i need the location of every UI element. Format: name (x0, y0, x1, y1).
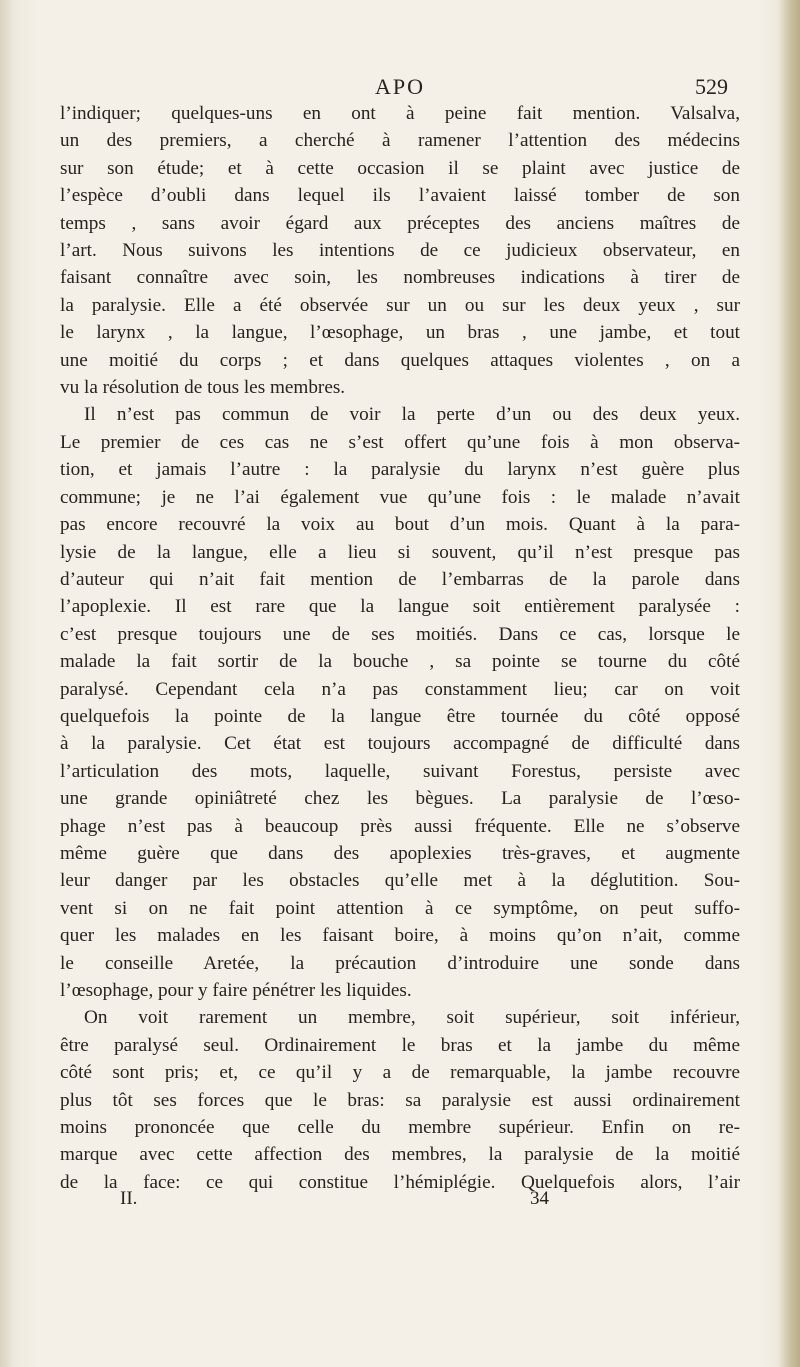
page-number: 529 (695, 74, 728, 99)
text-line: une moitié du corps ; et dans quelques attaques violentes , on a (60, 349, 740, 371)
text-line: d’auteur qui n’ait fait mention de l’embarras de la parole dans (60, 568, 740, 590)
text-line: l’articulation des mots, laquelle, suivant Forestus, persiste avec (60, 760, 740, 782)
text-line: l’indiquer; quelques-uns en ont à peine fait mention. Valsalva, (60, 103, 740, 124)
text-line: vu la résolution de tous les membres. (60, 377, 346, 399)
text-line: faisant connaître avec soin, les nombreuses indications à tirer de (60, 267, 740, 289)
text-line: quelquefois la pointe de la langue être tournée du côté opposé (60, 705, 740, 727)
body-text (60, 100, 740, 1196)
text-line: commune; je ne l’ai également vue qu’une fois : le malade n’avait (60, 486, 740, 508)
text-line: malade la fait sortir de la bouche , sa pointe se tourne du côté (60, 651, 740, 673)
text-line: marque avec cette affection des membres, la paralysie de la moitié (60, 1144, 740, 1166)
running-head: APO (374, 74, 425, 99)
text-line: même guère que dans des apoplexies très-graves, et augmente (60, 842, 740, 864)
text-line: phage n’est pas à beaucoup près aussi fréquente. Elle ne s’observe (60, 815, 740, 837)
text-line: moins prononcée que celle du membre supérieur. Enfin on re- (60, 1117, 740, 1139)
text-line: être paralysé seul. Ordinairement le bras et la jambe du même (60, 1034, 740, 1056)
text-line: lysie de la langue, elle a lieu si souvent, qu’il n’est presque pas (60, 541, 740, 563)
text-line: Il n’est pas commun de voir la perte d’un ou des deux yeux. (84, 404, 740, 426)
signature-mark: II. (120, 1188, 138, 1209)
page-footer (60, 1188, 740, 1216)
text-line: paralysé. Cependant cela n’a pas constamment lieu; car on voit (60, 678, 740, 700)
text-line: temps , sans avoir égard aux préceptes des anciens maîtres de (60, 212, 740, 234)
text-line: c’est presque toujours une de ses moitiés. Dans ce cas, lorsque le (60, 623, 740, 645)
text-line: leur danger par les obstacles qu’elle met à la déglutition. Sou- (60, 870, 740, 892)
text-line: côté sont pris; et, ce qu’il y a de remarquable, la jambe recouvre (60, 1062, 740, 1084)
text-line: plus tôt ses forces que le bras: sa paralysie est aussi ordinairement (60, 1089, 740, 1111)
text-line: sur son étude; et à cette occasion il se plaint avec justice de (60, 157, 740, 179)
text-line: le conseille Aretée, la précaution d’introduire une sonde dans (60, 952, 740, 974)
text-line: l’œsophage, pour y faire pénétrer les liquides. (60, 980, 412, 1001)
text-line: vent si on ne fait point attention à ce symptôme, on peut suffo- (60, 897, 740, 919)
text-line: tion, et jamais l’autre : la paralysie du larynx n’est guère plus (60, 459, 740, 481)
text-line: une grande opiniâtreté chez les bègues. La paralysie de l’œso- (60, 788, 740, 810)
text-line: pas encore recouvré la voix au bout d’un mois. Quant à la para- (60, 514, 740, 536)
text-line: On voit rarement un membre, soit supérieur, soit inférieur, (84, 1007, 740, 1029)
text-line: le larynx , la langue, l’œsophage, un bras , une jambe, et tout (60, 322, 740, 344)
page-gutter-shadow (0, 0, 14, 1367)
text-line: de la face: ce qui constitue l’hémiplégie. Quelquefois alors, l’air (60, 1171, 740, 1193)
text-line: à la paralysie. Cet état est toujours accompagné de difficulté dans (60, 733, 740, 755)
text-line: l’art. Nous suivons les intentions de ce judicieux observateur, en (60, 240, 740, 262)
text-line: l’espèce d’oubli dans lequel ils l’avaient laissé tomber de son (60, 185, 740, 207)
text-line: un des premiers, a cherché à ramener l’attention des médecins (60, 130, 740, 152)
text-line: quer les malades en les faisant boire, à moins qu’on n’ait, comme (60, 925, 740, 947)
text-line: la paralysie. Elle a été observée sur un ou sur les deux yeux , sur (60, 294, 740, 316)
page-edge-shadow (778, 0, 800, 1367)
text-line: l’apoplexie. Il est rare que la langue soit entièrement paralysée : (60, 596, 740, 618)
text-line: Le premier de ces cas ne s’est offert qu’une fois à mon observa- (60, 431, 740, 453)
signature-number: 34 (530, 1188, 549, 1209)
